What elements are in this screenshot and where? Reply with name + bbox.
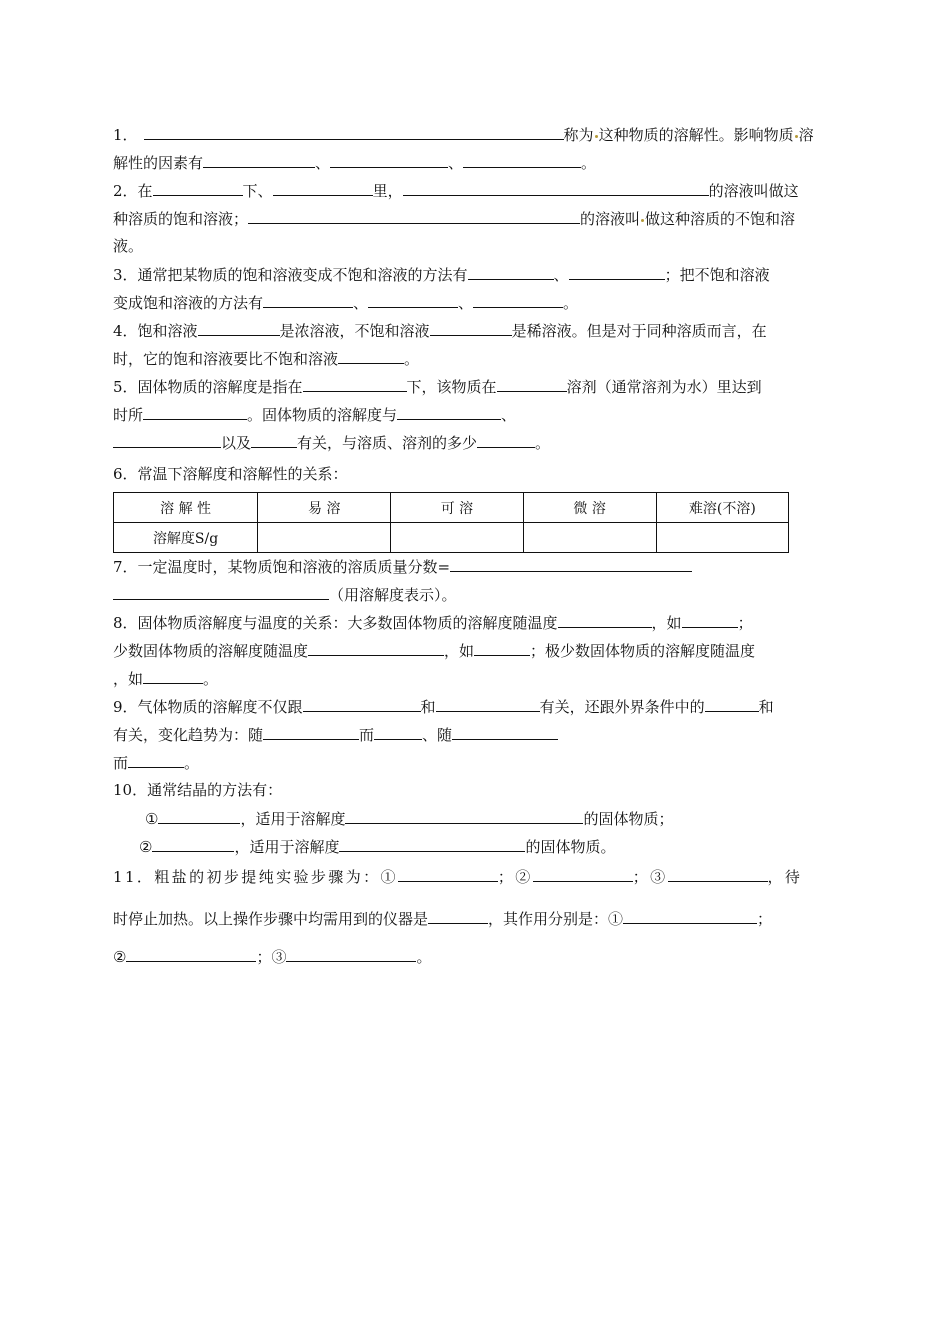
blank[interactable] (126, 946, 256, 962)
blank[interactable] (113, 432, 221, 448)
table-header-cell: 微 溶 (523, 493, 656, 523)
q7-line1: 7．一定温度时，某物质饱和溶液的溶质质量分数= (113, 556, 692, 577)
blank[interactable] (303, 696, 421, 712)
q5-line3: 以及 有关，与溶质、溶剂的多少 。 (113, 432, 550, 453)
blank[interactable] (474, 640, 530, 656)
blank[interactable] (668, 866, 768, 882)
q11-line1: 11．粗盐的初步提纯实验步骤为：① ；② ；③ ，待 (113, 868, 803, 886)
q10-method-1: ① ，适用于溶解度 的固体物质； (145, 810, 674, 828)
blank[interactable] (468, 264, 554, 280)
blank[interactable] (533, 866, 633, 882)
table-cell-blank[interactable] (391, 523, 523, 553)
q8-line2: 少数固体物质的溶解度随温度 ，如 ；极少数固体物质的溶解度随温度 (113, 642, 756, 660)
stray-dot (795, 135, 798, 138)
q3-line2: 变成饱和溶液的方法有 、 、 。 (113, 294, 579, 312)
question-number: 1． (113, 126, 138, 144)
blank[interactable] (308, 640, 444, 656)
q2-line2: 种溶质的饱和溶液； 的溶液叫 做这种溶质的不饱和溶 (113, 210, 796, 228)
blank[interactable] (398, 866, 498, 882)
table-cell-blank[interactable] (523, 523, 656, 553)
blank[interactable] (682, 612, 738, 628)
blank[interactable] (436, 696, 540, 712)
blank[interactable] (428, 908, 488, 924)
blank[interactable] (158, 808, 240, 824)
stray-dot (641, 219, 644, 222)
blank[interactable] (143, 668, 203, 684)
blank[interactable] (569, 264, 665, 280)
q2-line1: 2．在 下、 里， 的溶液叫做这 (113, 182, 799, 200)
table-header-cell: 难溶(不溶) (656, 493, 788, 523)
q10-method-2: ② ，适用于溶解度 的固体物质。 (139, 838, 616, 856)
blank[interactable] (623, 908, 757, 924)
blank[interactable] (198, 320, 280, 336)
q1-line2: 解性的因素有 、 、 。 (113, 154, 597, 172)
q6-title: 6．常温下溶解度和溶解性的关系： (113, 465, 348, 483)
q9-line2: 有关，变化趋势为：随 而 、随 (113, 724, 558, 745)
blank[interactable] (339, 836, 525, 852)
blank[interactable] (368, 292, 458, 308)
solubility-table (113, 492, 789, 553)
blank[interactable] (452, 724, 558, 740)
q11-line2: 时停止加热。以上操作步骤中均需用到的仪器是 ，其作用分别是：① ； (113, 910, 773, 928)
blank[interactable] (152, 836, 234, 852)
blank[interactable] (153, 180, 243, 196)
blank[interactable] (144, 124, 564, 140)
blank[interactable] (338, 348, 404, 364)
blank[interactable] (450, 556, 692, 572)
table-cell-blank[interactable] (656, 523, 788, 553)
table-header-cell: 溶 解 性 (114, 493, 258, 523)
blank[interactable] (251, 432, 297, 448)
table-header-cell: 可 溶 (391, 493, 523, 523)
blank[interactable] (303, 376, 407, 392)
q9-line3: 而 。 (113, 754, 200, 772)
q8-line1: 8．固体物质溶解度与温度的关系：大多数固体物质的溶解度随温度 ，如 ； (113, 614, 753, 632)
q4-line2: 时，它的饱和溶液要比不饱和溶液 。 (113, 350, 420, 368)
stray-dot (595, 135, 598, 138)
q3-line1: 3．通常把某物质的饱和溶液变成不饱和溶液的方法有 、 ；把不饱和溶液 (113, 266, 770, 284)
blank[interactable] (374, 724, 422, 740)
blank[interactable] (203, 152, 315, 168)
q1-line1: 1． 称为 这种物质的溶解性。影响物质 溶 (113, 126, 814, 144)
q2-line3: 液。 (113, 237, 144, 255)
blank[interactable] (248, 208, 580, 224)
blank[interactable] (143, 404, 247, 420)
table-row (114, 493, 789, 523)
blank[interactable] (286, 946, 416, 962)
blank[interactable] (430, 320, 512, 336)
blank[interactable] (128, 752, 184, 768)
table-header-cell: 易 溶 (258, 493, 391, 523)
blank[interactable] (497, 376, 567, 392)
blank[interactable] (263, 292, 353, 308)
blank[interactable] (558, 612, 652, 628)
blank[interactable] (263, 724, 359, 740)
q11-line3: ② ；③ 。 (113, 948, 432, 966)
table-row-label: 溶解度S/g (114, 523, 258, 553)
blank[interactable] (330, 152, 448, 168)
blank[interactable] (705, 696, 759, 712)
blank[interactable] (273, 180, 373, 196)
q9-line1: 9．气体物质的溶解度不仅跟 和 有关，还跟外界条件中的 和 (113, 698, 774, 716)
q10-title: 10．通常结晶的方法有： (113, 781, 283, 799)
q5-line2: 时所 。固体物质的溶解度与 、 (113, 406, 517, 424)
blank[interactable] (113, 584, 329, 600)
blank[interactable] (397, 404, 501, 420)
q5-line1: 5．固体物质的溶解度是指在 下，该物质在 溶剂（通常溶剂为水）里达到 (113, 378, 762, 396)
blank[interactable] (477, 432, 535, 448)
blank[interactable] (403, 180, 709, 196)
table-cell-blank[interactable] (258, 523, 391, 553)
q4-line1: 4．饱和溶液 是浓溶液，不饱和溶液 是稀溶液。但是对于同种溶质而言，在 (113, 322, 767, 340)
q7-line2: （用溶解度表示）。 (113, 584, 457, 605)
blank[interactable] (473, 292, 563, 308)
blank[interactable] (345, 808, 583, 824)
table-row (114, 523, 789, 553)
q8-line3: ，如 。 (113, 670, 219, 688)
blank[interactable] (463, 152, 581, 168)
